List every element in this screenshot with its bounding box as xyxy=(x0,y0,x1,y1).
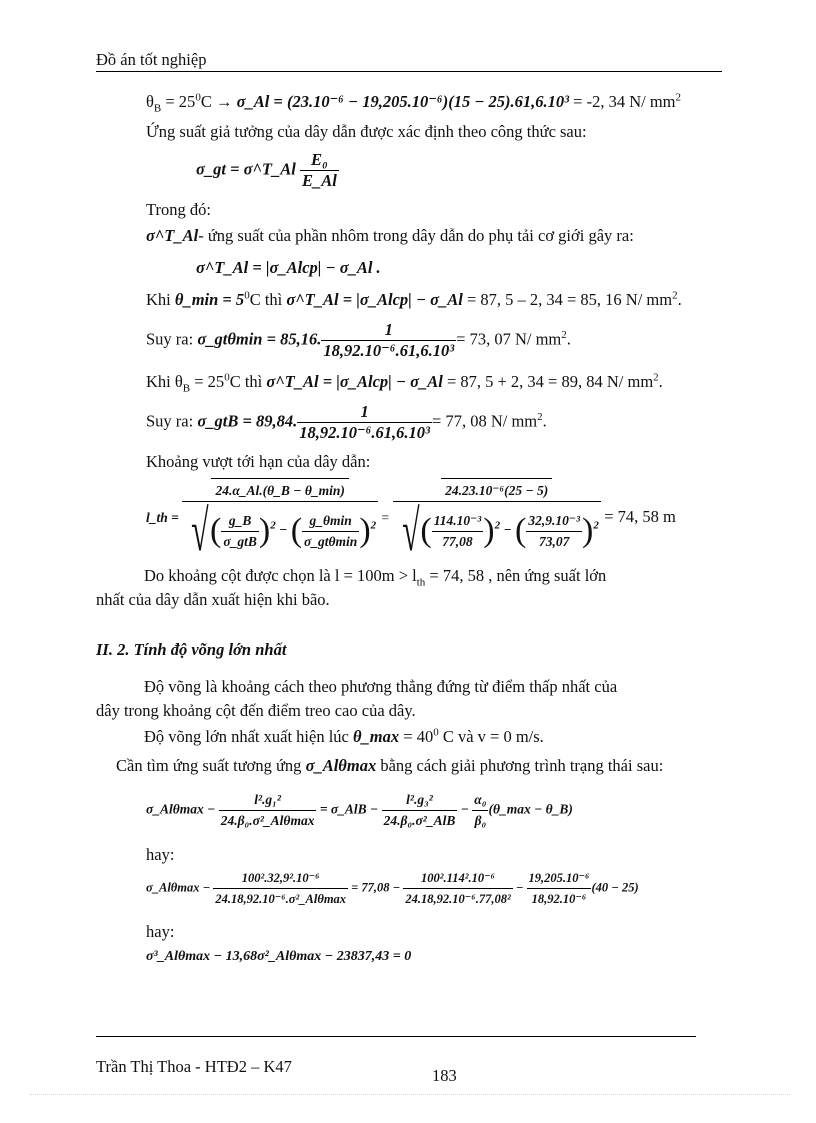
line-suy-ra-2: Suy ra: σ_gtB = 89,84. $\frac{1}{\text{18,92.10⁻⁶.61,6.10³}}$ = 77, 08 N/ $mm^2$. xyxy=(146,402,547,442)
formula-sigma-t: σ^T_Al = |σ_Alcp| − σ_Al . xyxy=(196,258,381,277)
header-rule xyxy=(96,71,722,72)
line-hay-2: hay: xyxy=(146,922,175,941)
footer-rule xyxy=(96,1036,696,1037)
page-bottom-border xyxy=(30,1094,790,1095)
formula-sigma-al: σ_Al = (23.10⁻⁶ − 19,205.10⁻⁶)(15 − 25).61,6.10³ xyxy=(236,92,570,111)
line-max-sag: Độ võng lớn nhất xuất hiện lúc θ_max = $40^0$ C và v = 0 m/s. xyxy=(144,726,544,746)
formula-sigma-gt: σ_gt = σ^T_Al $\frac{\text{E₀}}{E\_Al}$ xyxy=(196,150,337,190)
paragraph-span-conclusion: Do khoảng cột được chọn là $l = 100m > l_{th} = 74$, 58 , nên ứng suất lớn nhất của dây dẫn xuất hiện khi bão. xyxy=(96,566,607,609)
line-state-equation-intro: Cần tìm ứng suất tương ứng σ_Alθmax bằng cách giải phương trình trạng thái sau: xyxy=(116,756,664,775)
line-suy-ra-1: Suy ra: σ_gtθmin = 85,16. $\frac{1}{\text{18,92.10⁻⁶.61,6.10³}}$ = 73, 07 N/ $mm^2$. xyxy=(146,320,571,360)
formula-state-equation-numeric: σ_Alθmax − $\frac{\text{100².32,9².10⁻⁶}}{\text{24.18,92.10⁻⁶.σ²\_Alθmax}}$ = 77,08 − $\frac{\text{100².114².10⁻⁶}}{\text{24.18,92.10⁻⁶.77,08²}}$ − $\frac{\text{19,205.10⁻⁶}}{\text{18,92.10⁻⁶}}$ (40 − 25) xyxy=(146,868,639,909)
section-heading: II. 2. Tính độ võng lớn nhất xyxy=(96,640,287,659)
footer-author: Trần Thị Thoa - HTĐ2 – K47 xyxy=(96,1057,292,1076)
line-hay-1: hay: xyxy=(146,845,175,864)
page-header-title: Đồ án tốt nghiệp xyxy=(96,50,207,69)
line-theta-b-stress: $\theta_B = 25^0C$ → σ_Al = (23.10⁻⁶ − 19,205.10⁻⁶)(15 − 25).61,6.10³ = -2, 34 N/ $mm^2$ xyxy=(146,91,681,115)
formula-state-equation: σ_Alθmax − $\frac{\text{l².g₁²}}{\text{24.β₀.σ²\_Alθmax}}$ = σ_AlB − $\frac{\text{l².g₃²}}{\text{24.β₀.σ²\_AlB}}$ − $\frac{\text{α₀}}{\text{β₀}}$ (θ_max − θ_B) xyxy=(146,792,573,828)
formula-critical-span: l_th = 24.α_Al.(θ_B − θ_min) √( $\frac{g\_B}{\text{σ\_gtB}}$ )$^2$ − ( $\frac{g\_\theta\min}{\text{σ\_gtθmin}}$ )$^2$ = 24.23.10⁻⁶(25 − 5) √( $\frac{\text{114.10⁻³}}{77,08}$ )$^2$ − ( $\frac{\text{32,9.10⁻³}}{73,07}$ )$^2$ = 74, 58 m xyxy=(146,478,676,560)
formula-cubic: σ³_Alθmax − 13,68σ²_Alθmax − 23837,43 = 0 xyxy=(146,949,412,964)
line-khi-theta-min: Khi θ_min = $5^0C$ thì σ^T_Al = |σ_Alcp| − σ_Al = 87, 5 – 2, 34 = 85, 16 N/ $mm^2$. xyxy=(146,289,682,309)
line-khoang-vuot: Khoảng vượt tới hạn của dây dẫn: xyxy=(146,452,371,471)
page-number: 183 xyxy=(432,1066,457,1085)
line-intro: Ứng suất giả tưởng của dây dẫn được xác định theo công thức sau: xyxy=(146,122,587,141)
line-definition: σ^T_Al- ứng suất của phần nhôm trong dây dẫn do phụ tải cơ giới gây ra: xyxy=(146,226,634,245)
line-trong-do: Trong đó: xyxy=(146,200,211,219)
paragraph-sag-definition: Độ võng là khoảng cách theo phương thẳng đứng từ điểm thấp nhất của dây trong khoảng cột đến điểm treo cao của dây. xyxy=(96,677,618,720)
line-khi-theta-b: Khi $\theta_B = 25^0C$ thì σ^T_Al = |σ_Alcp| − σ_Al = 87, 5 + 2, 34 = 89, 84 N/ $mm^2$. xyxy=(146,371,663,395)
